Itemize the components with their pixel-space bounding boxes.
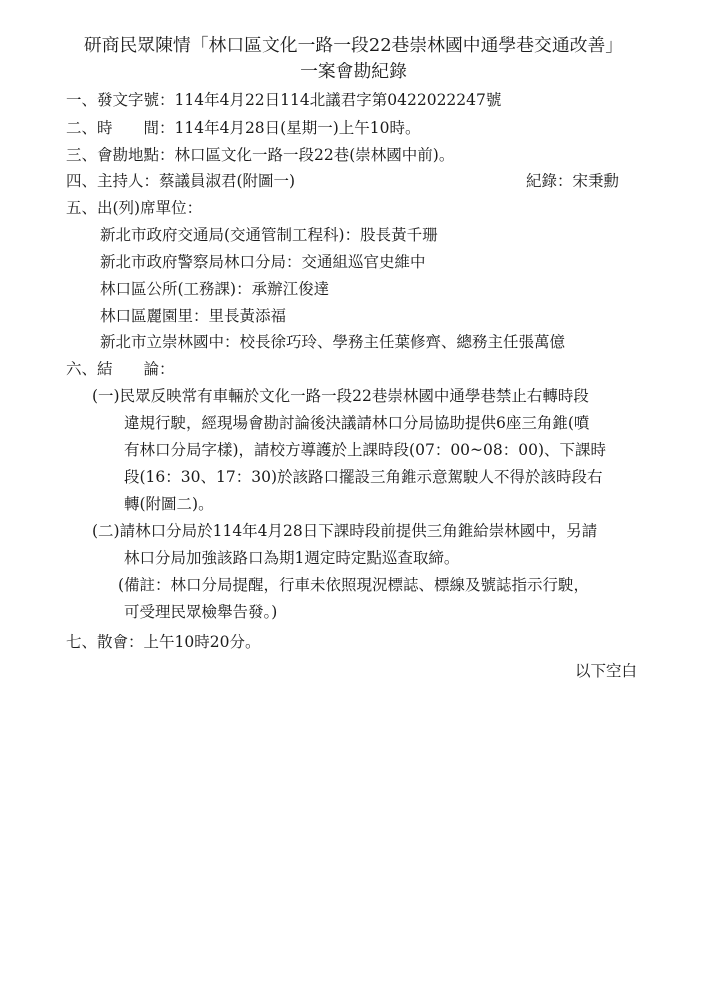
attendees-heading: 五、出(列)席單位： [66,199,203,217]
conclusion-2-line: (二)請林口分局於114年4月28日下課時段前提供三角錐給崇林國中，另請 [92,522,598,540]
attendee-item: 林口區公所(工務課)：承辦江俊達 [100,280,330,298]
meeting-time-line: 二、時 間：114年4月28日(星期一)上午10時。 [66,119,421,137]
attendee-item: 新北市政府交通局(交通管制工程科)：股長黃千珊 [100,226,438,244]
conclusion-heading: 六、結 論： [66,360,175,378]
recorder-line: 紀錄：宋秉勳 [526,172,620,190]
conclusion-1-line: (一)民眾反映常有車輛於文化一路一段22巷崇林國中通學巷禁止右轉時段 [92,387,589,405]
attendee-item: 林口區麗園里：里長黃添福 [100,307,287,325]
note-line: (備註：林口分局提醒，行車未依照現況標誌、標線及號誌指示行駛， [118,576,590,594]
host-line: 四、主持人：蔡議員淑君(附圖一) [66,172,296,190]
doc-number-line: 一、發文字號：114年4月22日114北議君字第0422022247號 [66,91,502,109]
conclusion-1-line: 段(16：30、17：30)於該路口擺設三角錐示意駕駛人不得於該時段右 [124,468,603,486]
attendee-item: 新北市政府警察局林口分局：交通組巡官史維中 [100,253,426,271]
conclusion-2-line: 林口分局加強該路口為期1週定時定點巡查取締。 [124,549,460,567]
adjourn-line: 七、散會：上午10時20分。 [66,633,261,651]
conclusion-1-line: 轉(附圖二)。 [124,495,214,513]
meeting-location-line: 三、會勘地點：林口區文化一路一段22巷(崇林國中前)。 [66,146,455,164]
note-line: 可受理民眾檢舉告發。) [124,603,278,621]
document-title-line-1: 研商民眾陳情「林口區文化一路一段22巷崇林國中通學巷交通改善」 [83,35,624,56]
conclusion-1-line: 有林口分局字樣)，請校方導護於上課時段(07：00~08：00)、下課時 [124,441,607,459]
attendee-item: 新北市立崇林國中：校長徐巧玲、學務主任葉修齊、總務主任張萬億 [100,333,566,351]
blank-below-mark: 以下空白 [574,662,637,680]
conclusion-1-line: 違規行駛，經現場會勘討論後決議請林口分局協助提供6座三角錐(噴 [124,414,590,432]
document-title-line-2: 一案會勘紀錄 [300,61,407,82]
